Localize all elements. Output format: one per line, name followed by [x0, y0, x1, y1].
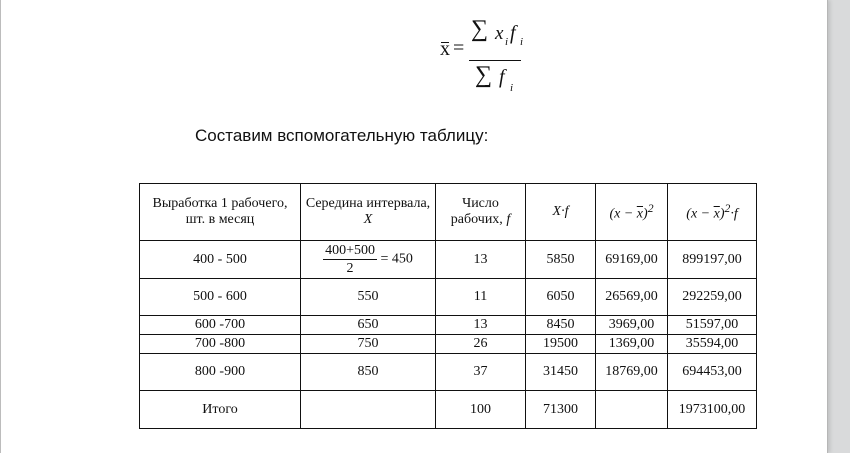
cell-total-dev2 [596, 391, 668, 429]
cell-dev2f: 899197,00 [668, 241, 757, 279]
formula-sigma-numerator: ∑ [471, 16, 489, 42]
table-header-row [140, 184, 757, 241]
formula-num-sub-i: i [505, 36, 509, 48]
table-heading: Составим вспомогательную таблицу: [195, 126, 489, 145]
header-workers [436, 184, 526, 241]
formula-equals: = [453, 37, 465, 59]
cell-dev2: 18769,00 [596, 354, 668, 391]
cell-dev2: 26569,00 [596, 279, 668, 316]
cell-dev2f: 694453,00 [668, 354, 757, 391]
table-row [140, 316, 757, 335]
cell-total-xf: 71300 [526, 391, 596, 429]
header-workers-var: f [506, 212, 511, 227]
formula-den-sub-i: i [510, 82, 514, 94]
header-midpoint-text: Середина интервала, [305, 196, 431, 211]
midpoint-fraction [323, 242, 377, 277]
table-row [140, 335, 757, 354]
cell-workers: 37 [436, 354, 526, 391]
table-row [140, 241, 757, 279]
cell-interval: 500 - 600 [140, 279, 301, 316]
formula-fraction-line [469, 60, 521, 61]
cell-dev2f: 51597,00 [668, 316, 757, 335]
header-dev2f-xbar: $\overline{x}$ [713, 206, 720, 222]
formula-xbar: x [440, 38, 450, 60]
header-dev2f-open: (x − [686, 206, 714, 222]
header-xf-x: X [552, 204, 562, 219]
cell-xf: 6050 [526, 279, 596, 316]
header-dev2-xbar: $\overline{x}$ [636, 206, 644, 222]
cell-interval: 700 -800 [140, 335, 301, 354]
cell-total-label: Итого [140, 391, 301, 429]
table-total-row [140, 391, 757, 429]
formula-den-f: f [499, 66, 505, 88]
formula-sigma-denominator: ∑ [475, 62, 493, 88]
table-row [140, 354, 757, 391]
cell-xf: 31450 [526, 354, 596, 391]
cell-dev2: 3969,00 [596, 316, 668, 335]
cell-total-midpoint [301, 391, 436, 429]
cell-dev2: 1369,00 [596, 335, 668, 354]
header-midpoint-var: X [363, 212, 373, 227]
cell-dev2: 69169,00 [596, 241, 668, 279]
midpoint-fraction-denominator: 2 [346, 261, 354, 276]
cell-interval: 400 - 500 [140, 241, 301, 279]
cell-workers: 11 [436, 279, 526, 316]
cell-workers: 13 [436, 316, 526, 335]
header-workers-text: Число рабочих, [450, 196, 503, 227]
header-dev2-open: (x − [609, 206, 637, 222]
cell-interval: 600 -700 [140, 316, 301, 335]
midpoint-fraction-numerator: 400+500 [325, 243, 375, 258]
header-dev2f-pow: 2 [724, 202, 731, 216]
auxiliary-table [139, 183, 757, 429]
mean-formula [437, 16, 537, 94]
cell-dev2f: 292259,00 [668, 279, 757, 316]
cell-xf: 5850 [526, 241, 596, 279]
cell-workers: 26 [436, 335, 526, 354]
header-output: Выработка 1 рабочего, шт. в месяц [140, 184, 301, 241]
cell-interval: 800 -900 [140, 354, 301, 391]
cell-xf: 19500 [526, 335, 596, 354]
formula-num-f: f [510, 22, 516, 44]
formula-num-sub-i2: i [520, 36, 524, 48]
cell-midpoint [301, 241, 436, 279]
cell-midpoint: 650 [301, 316, 436, 335]
table-row [140, 279, 757, 316]
header-dev2-close: ) [643, 206, 648, 222]
midpoint-fraction-result: = 450 [380, 251, 413, 267]
cell-total-workers: 100 [436, 391, 526, 429]
header-midpoint [301, 184, 436, 241]
cell-xf: 8450 [526, 316, 596, 335]
cell-dev2f: 35594,00 [668, 335, 757, 354]
formula-num-x: x [495, 23, 504, 44]
header-xf-f: ·f [561, 204, 569, 219]
header-dev2f-close: ) [719, 206, 725, 222]
cell-total-dev2f: 1973100,00 [668, 391, 757, 429]
cell-midpoint: 550 [301, 279, 436, 316]
header-dev2 [596, 184, 668, 241]
cell-midpoint: 750 [301, 335, 436, 354]
header-xf [526, 184, 596, 241]
header-dev2f [668, 184, 757, 241]
cell-midpoint: 850 [301, 354, 436, 391]
cell-workers: 13 [436, 241, 526, 279]
header-dev2-pow: 2 [647, 202, 654, 216]
header-dev2f-tail: ·f [730, 206, 738, 222]
